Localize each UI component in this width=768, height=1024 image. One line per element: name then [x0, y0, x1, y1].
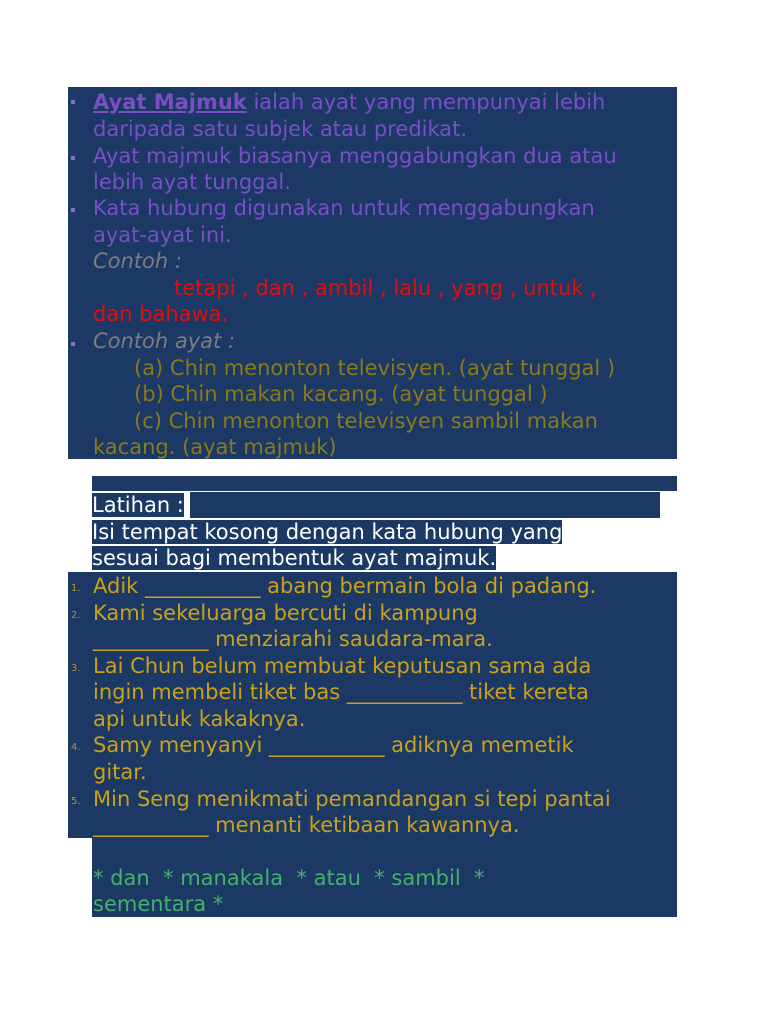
bullet-icon: [71, 342, 75, 346]
contoh-label: Contoh :: [93, 249, 182, 273]
item-3-line-3: api untuk kakaknya.: [93, 707, 306, 731]
point-3-line-1: Kata hubung digunakan untuk menggabungkan: [93, 196, 595, 220]
example-c-line-2: kacang. (ayat majmuk): [93, 435, 337, 459]
item-number: 4.: [71, 742, 81, 753]
item-3-line-1: Lai Chun belum membuat keputusan sama ada: [93, 654, 592, 678]
bullet-icon: [71, 208, 75, 212]
latihan-title: [92, 492, 660, 518]
instruction-text-1: Isi tempat kosong dengan kata hubung yang: [92, 520, 563, 544]
example-b: (b) Chin makan kacang. (ayat tunggal ): [134, 382, 548, 406]
title-highlight: [190, 492, 660, 518]
instruction-line-1: [92, 519, 562, 545]
item-2-line-1: Kami sekeluarga bercuti di kampung: [93, 601, 478, 625]
options-line-2: sementara *: [93, 892, 224, 916]
term-link[interactable]: Ayat Majmuk: [93, 90, 247, 114]
conjunction-list-1: tetapi , dan , ambil , lalu , yang , untuk ,: [174, 276, 597, 300]
definition-line-1: [93, 89, 605, 115]
point-2-line-1: Ayat majmuk biasanya menggabungkan dua atau: [93, 144, 617, 168]
item-number: 5.: [71, 796, 81, 807]
definition-line-2: daripada satu subjek atau predikat.: [93, 117, 468, 141]
example-a: (a) Chin menonton televisyen. (ayat tunggal ): [134, 356, 616, 380]
example-c-line-1: (c) Chin menonton televisyen sambil makan: [134, 409, 598, 433]
item-4-line-2: gitar.: [93, 760, 147, 784]
conjunction-list-2: dan bahawa.: [93, 302, 229, 326]
instruction-line-2: [92, 545, 496, 571]
item-2-line-2: ___________ menziarahi saudara-mara.: [93, 627, 493, 651]
instruction-text-2: sesuai bagi membentuk ayat majmuk.: [92, 546, 497, 570]
item-1-line-1: Adik ___________ abang bermain bola di padang.: [93, 574, 597, 598]
item-5-line-1: Min Seng menikmati pemandangan si tepi pantai: [93, 787, 611, 811]
item-3-line-2: ingin membeli tiket bas ___________ tiket kereta: [93, 680, 589, 704]
item-number: 1.: [71, 583, 81, 594]
item-5-line-2: ___________ menanti ketibaan kawannya.: [93, 813, 520, 837]
definition-text: ialah ayat yang mempunyai lebih: [246, 90, 606, 114]
point-2-line-2: lebih ayat tunggal.: [93, 170, 291, 194]
point-3-line-2: ayat-ayat ini.: [93, 223, 232, 247]
item-number: 3.: [71, 663, 81, 674]
divider-strip: [92, 476, 677, 491]
contoh-ayat-label: Contoh ayat :: [93, 329, 236, 353]
bullet-icon: [71, 156, 75, 160]
latihan-title-text: Latihan :: [92, 493, 184, 517]
bullet-icon: [71, 100, 75, 104]
item-4-line-1: Samy menyanyi ___________ adiknya memetik: [93, 733, 574, 757]
item-number: 2.: [71, 610, 81, 621]
options-line-1: * dan * manakala * atau * sambil *: [93, 866, 485, 890]
